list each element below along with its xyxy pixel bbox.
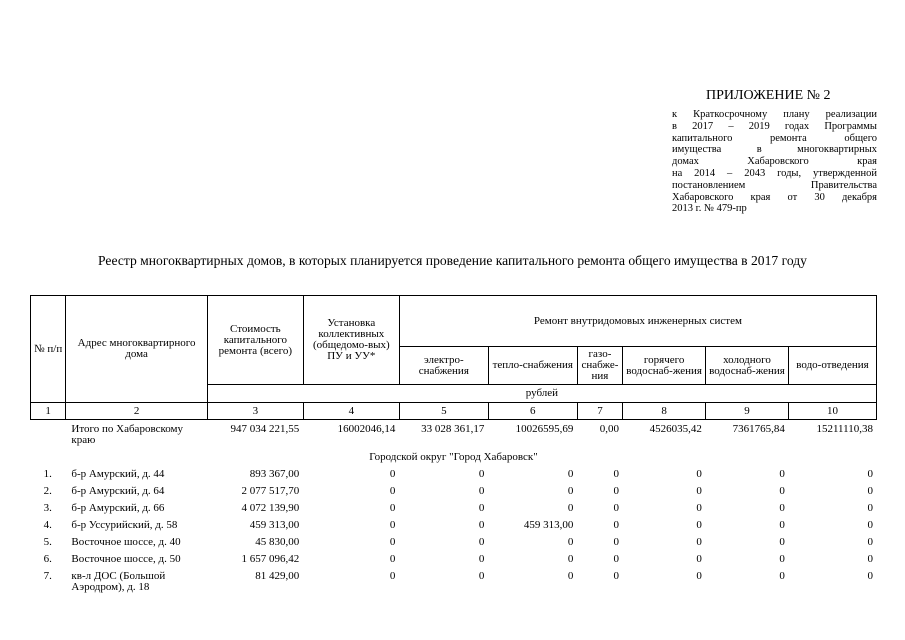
row-cell: 0	[389, 536, 396, 548]
row-cell: 0	[779, 553, 785, 565]
row-cell: 0	[696, 536, 702, 548]
row-cell: 0	[867, 570, 873, 582]
row-cell: 0	[613, 536, 619, 548]
row-index: 3.	[43, 502, 52, 514]
row-cell: 2 077 517,70	[241, 485, 300, 497]
column-number: 5	[399, 403, 488, 420]
appendix-line: постановлением Правительства	[672, 179, 877, 191]
table-row	[30, 469, 877, 486]
row-cell: 0	[779, 468, 785, 480]
row-cell: 0	[696, 468, 702, 480]
row-cell: 45 830,00	[255, 536, 300, 548]
header-electricity: электро-снабжения	[399, 347, 488, 385]
row-cell: 0	[389, 468, 396, 480]
header-systems-group: Ремонт внутридомовых инженерных систем	[399, 296, 876, 347]
total-cell: 947 034 221,55	[230, 423, 300, 435]
column-number: 10	[788, 403, 876, 420]
table-row	[30, 554, 877, 571]
header-cold-water: холодного водоснаб-жения	[706, 347, 789, 385]
row-cell: 0	[696, 519, 702, 531]
row-cell: 0	[779, 485, 785, 497]
row-cell: 0	[696, 502, 702, 514]
row-cell: 0	[478, 468, 485, 480]
appendix-line: капитального ремонта общего	[672, 132, 877, 144]
row-cell: 0	[389, 502, 396, 514]
registry-body-table	[30, 424, 877, 599]
registry-header-table	[30, 295, 877, 420]
appendix-line: к Краткосрочному плану реализации	[672, 109, 877, 120]
row-cell: 0	[478, 570, 485, 582]
row-cell: 0	[567, 502, 574, 514]
column-number: 8	[623, 403, 706, 420]
column-number: 3	[207, 403, 303, 420]
appendix-line: 2013 г. № 479-пр	[672, 203, 747, 215]
row-cell: 0	[613, 502, 619, 514]
total-cell: 4526035,42	[649, 423, 702, 435]
total-cell: 33 028 361,17	[421, 423, 485, 435]
row-cell: 0	[867, 485, 873, 497]
total-cell: 15211110,38	[816, 423, 873, 435]
appendix-line: Хабаровского края от 30 декабря	[672, 191, 877, 203]
row-cell: 0	[478, 485, 485, 497]
column-number: 6	[488, 403, 577, 420]
column-number: 7	[577, 403, 622, 420]
total-cell: 10026595,69	[515, 423, 574, 435]
row-cell: 0	[478, 536, 485, 548]
row-cell: 0	[867, 468, 873, 480]
column-number: 9	[706, 403, 789, 420]
district-heading: Городской округ "Город Хабаровск"	[369, 451, 538, 463]
row-cell: 0	[567, 536, 574, 548]
row-cell: 81 429,00	[255, 570, 300, 582]
row-cell: 0	[389, 570, 396, 582]
row-index: 4.	[43, 519, 52, 531]
row-cell: 0	[696, 570, 702, 582]
row-address: б-р Амурский, д. 66	[71, 502, 165, 514]
header-address: Адрес многоквартирного дома	[66, 296, 207, 403]
row-index: 1.	[43, 468, 52, 480]
row-address: Восточное шоссе, д. 50	[71, 553, 181, 565]
row-cell: 0	[613, 485, 619, 497]
row-index: 6.	[43, 553, 52, 565]
row-cell: 459 313,00	[523, 519, 574, 531]
row-cell: 0	[867, 536, 873, 548]
document-title: Реестр многоквартирных домов, в которых планируется проведение капитального ремонта общего имущества в 2017 году	[98, 253, 807, 268]
row-cell: 0	[779, 570, 785, 582]
column-number: 2	[66, 403, 207, 420]
row-address: Восточное шоссе, д. 40	[71, 536, 181, 548]
column-number: 4	[303, 403, 399, 420]
header-meters: Установка коллективных (общедомо-вых) ПУ и УУ*	[303, 296, 399, 385]
row-address: б-р Амурский, д. 64	[71, 485, 165, 497]
row-cell: 893 367,00	[249, 468, 300, 480]
header-index: № п/п	[31, 296, 66, 403]
row-index: 5.	[43, 536, 52, 548]
total-label: Итого по Хабаровскому краю	[71, 423, 183, 446]
total-cell: 0,00	[599, 423, 619, 435]
appendix-line: на 2014 – 2043 годы, утвержденной	[672, 167, 877, 179]
total-cell: 7361765,84	[732, 423, 785, 435]
row-cell: 0	[779, 536, 785, 548]
row-cell: 0	[867, 502, 873, 514]
row-cell: 0	[478, 519, 485, 531]
table-row	[30, 503, 877, 520]
row-cell: 0	[389, 485, 396, 497]
row-cell: 0	[867, 553, 873, 565]
row-cell: 0	[567, 553, 574, 565]
row-cell: 1 657 096,42	[241, 553, 300, 565]
appendix-line: в 2017 – 2019 годах Программы	[672, 120, 877, 132]
row-cell: 0	[613, 553, 619, 565]
row-cell: 0	[613, 519, 619, 531]
header-cost: Стоимость капитального ремонта (всего)	[207, 296, 303, 385]
table-row	[30, 486, 877, 503]
row-address: кв-л ДОС (Большой Аэродром), д. 18	[71, 570, 166, 593]
row-cell: 0	[478, 502, 485, 514]
header-drainage: водо-отведения	[788, 347, 876, 385]
row-cell: 0	[779, 519, 785, 531]
row-cell: 0	[389, 519, 396, 531]
total-cell: 16002046,14	[337, 423, 396, 435]
row-address: б-р Уссурийский, д. 58	[71, 519, 178, 531]
row-cell: 0	[567, 570, 574, 582]
table-row	[30, 537, 877, 554]
row-cell: 0	[567, 485, 574, 497]
appendix-title: ПРИЛОЖЕНИЕ № 2	[706, 88, 831, 103]
appendix-line: имущества в многоквартирных	[672, 144, 877, 156]
row-cell: 459 313,00	[249, 519, 300, 531]
header-unit: рублей	[207, 385, 876, 403]
column-number: 1	[31, 403, 66, 420]
row-index: 7.	[43, 570, 52, 582]
table-row	[30, 520, 877, 537]
row-cell: 0	[779, 502, 785, 514]
row-cell: 0	[696, 485, 702, 497]
appendix-text	[672, 109, 877, 215]
header-hot-water: горячего водоснаб-жения	[623, 347, 706, 385]
row-cell: 0	[567, 468, 574, 480]
district-row	[30, 452, 877, 469]
total-row	[30, 424, 877, 452]
header-gas: газо-снабже-ния	[577, 347, 622, 385]
row-cell: 0	[613, 468, 619, 480]
row-cell: 0	[696, 553, 702, 565]
row-address: б-р Амурский, д. 44	[71, 468, 165, 480]
row-cell: 0	[867, 519, 873, 531]
row-index: 2.	[43, 485, 52, 497]
row-cell: 0	[389, 553, 396, 565]
appendix-line: домах Хабаровского края	[672, 156, 877, 168]
row-cell: 0	[613, 570, 619, 582]
table-row	[30, 571, 877, 599]
header-heat: тепло-снабжения	[488, 347, 577, 385]
row-cell: 0	[478, 553, 485, 565]
row-cell: 4 072 139,90	[241, 502, 300, 514]
